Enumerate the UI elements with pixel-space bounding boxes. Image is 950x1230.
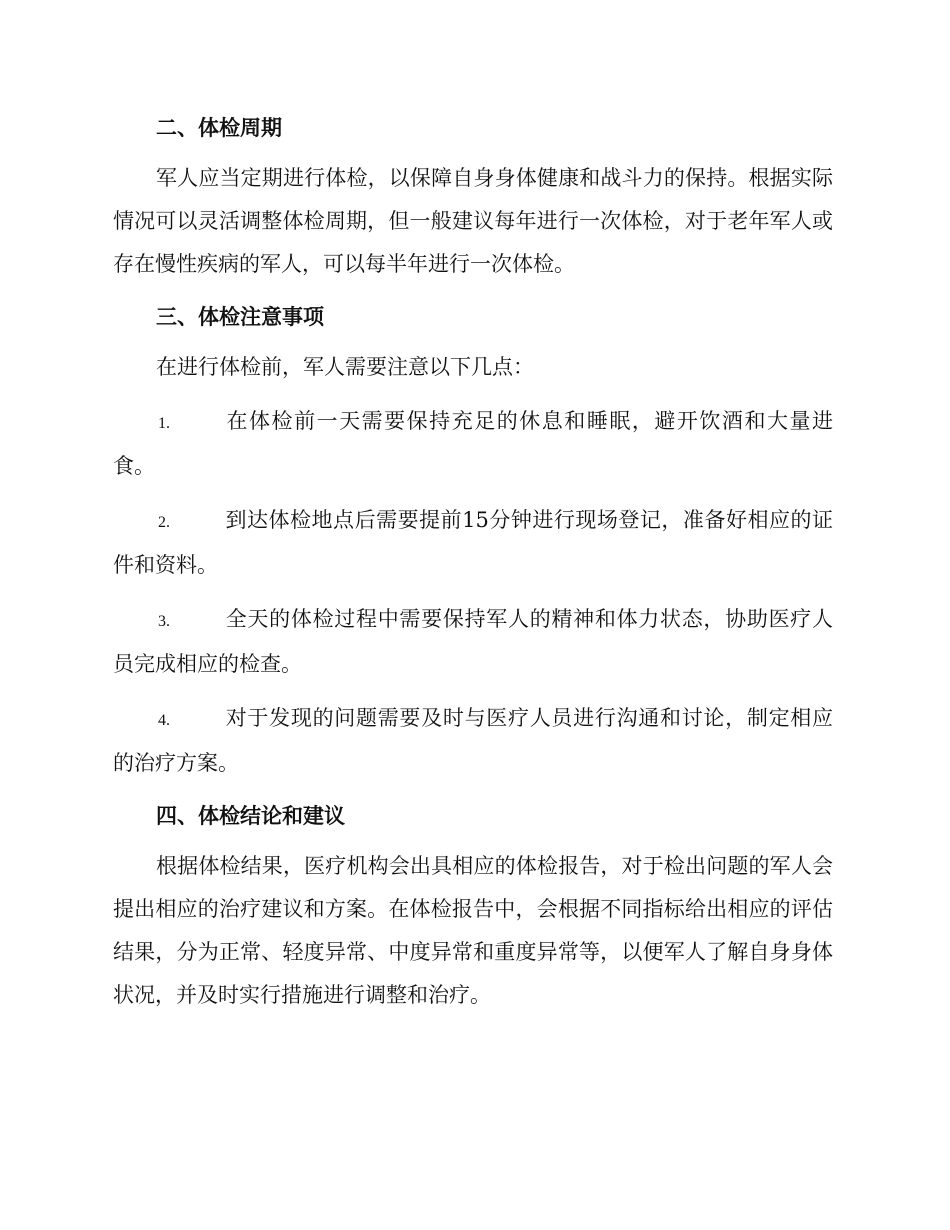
paragraph-cycle: 军人应当定期进行体检，以保障自身身体健康和战斗力的保持。根据实际情况可以灵活调整体检周期，但一般建议每年进行一次体检，对于老年军人或存在慢性疾病的军人，可以每半年进行一次体检。 <box>113 166 833 276</box>
section-heading-notes: 三、体检注意事项 <box>156 305 324 329</box>
list-item-text: 在体检前一天需要保持充足的休息和睡眠，避开饮酒和大量进食。 <box>113 409 833 478</box>
list-item <box>113 697 833 785</box>
list-item <box>113 499 833 587</box>
section-heading-cycle: 二、体检周期 <box>156 116 282 140</box>
list-item <box>113 598 833 686</box>
list-item <box>113 400 833 488</box>
list-item-number: 3. <box>158 613 170 630</box>
list-item-text: 全天的体检过程中需要保持军人的精神和体力状态，协助医疗人员完成相应的检查。 <box>113 607 833 676</box>
list-item-text: 到达体检地点后需要提前15分钟进行现场登记，准备好相应的证件和资料。 <box>113 508 833 577</box>
paragraph-conclusion: 根据体检结果，医疗机构会出具相应的体检报告，对于检出问题的军人会提出相应的治疗建议和方案。在体检报告中，会根据不同指标给出相应的评估结果，分为正常、轻度异常、中度异常和重度异常等，以便军人了解自身身体状况，并及时实行措施进行调整和治疗。 <box>113 854 833 1007</box>
paragraph-notes-intro: 在进行体检前，军人需要注意以下几点： <box>156 355 534 379</box>
list-item-number: 2. <box>158 514 170 531</box>
list-item-text: 对于发现的问题需要及时与医疗人员进行沟通和讨论，制定相应的治疗方案。 <box>113 706 833 775</box>
section-heading-conclusion: 四、体检结论和建议 <box>156 804 345 828</box>
list-item-number: 4. <box>158 712 170 729</box>
list-item-number: 1. <box>158 415 170 432</box>
